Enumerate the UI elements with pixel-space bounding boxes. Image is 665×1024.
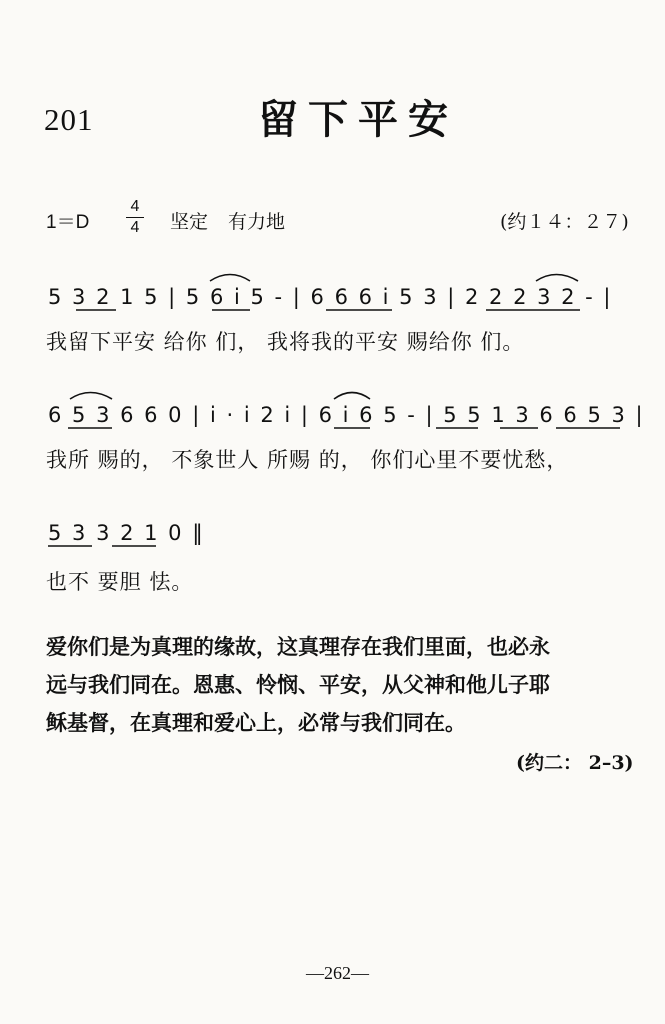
time-signature [126,198,144,237]
lyric-line-2: 我所 赐的， 不象世人 所赐 的， 你们心里不要忧愁， [46,448,569,472]
scripture-line-1: 爱你们是为真理的缘故，这真理存在我们里面，也必永 [46,634,550,659]
slur [334,393,370,400]
hymn-number: 201 [44,102,94,137]
scripture-line-2: 远与我们同在。恩惠、怜悯、平安，从父神和他儿子耶 [46,672,550,697]
scripture-passage [46,628,642,742]
slur [210,275,250,282]
slur [70,393,112,400]
scripture-reference-bottom: (约二： 2–3) [516,752,634,774]
notation-line-3: 5 3 3 2 1 0 ‖ [48,521,205,545]
scripture-reference-top: (约１４：２７) [500,211,629,233]
page-number: —262— [306,963,369,983]
lyric-line-1: 我留下平安 给你 们， 我将我的平安 赐给你 们。 [46,330,525,354]
key-signature: 1＝D [46,212,90,233]
time-signature-bottom: 4 [130,219,140,236]
lyric-line-3: 也不 要胆 怯。 [46,570,194,594]
tempo-marking: 坚定 有力地 [170,211,286,233]
hymn-title: 留下平安 [258,96,458,143]
notation-line-2: 6 5 3 6 6 0 | i · i 2 i | 6 i 6 5 - | 5 5 1 3 6 6 5 3 | [48,403,645,427]
time-signature-top: 4 [130,198,140,215]
notation-line-1: 5 3 2 1 5 | 5 6 i 5 - | 6 6 6 i 5 3 | 2 2 2 3 2 - | [48,285,613,309]
time-signature-bar [126,217,144,218]
slur [536,275,578,282]
scripture-line-3: 稣基督，在真理和爱心上，必常与我们同在。 [46,710,466,735]
